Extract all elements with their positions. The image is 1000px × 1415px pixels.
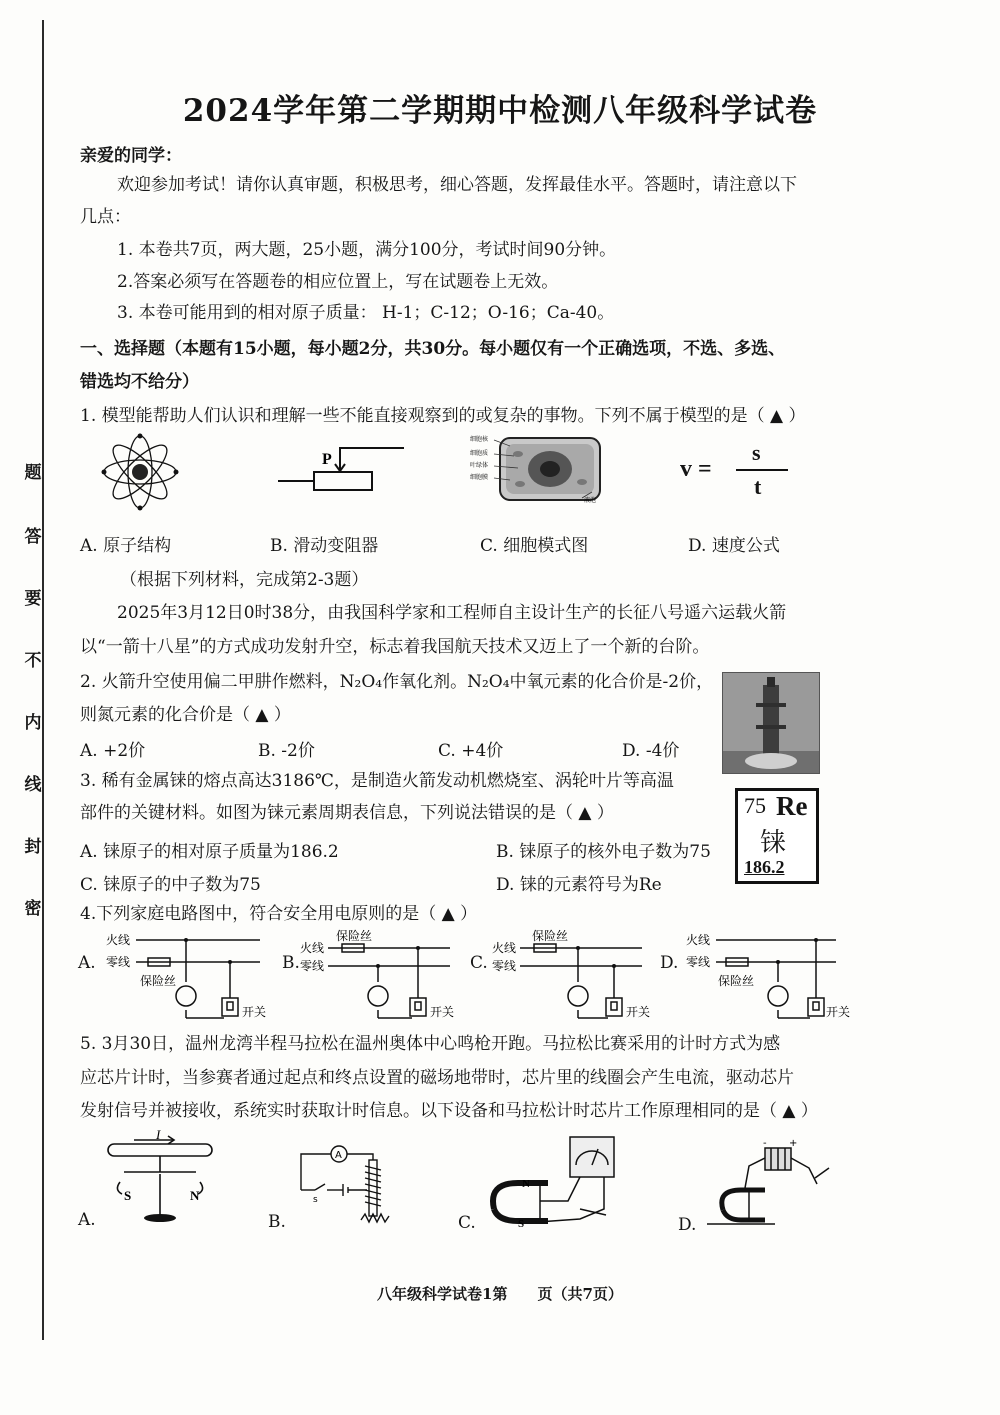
material-note: （根据下列材料，完成第2-3题） xyxy=(120,570,369,590)
element-name: 铼 xyxy=(760,828,787,858)
atom-model-figure xyxy=(100,432,180,512)
question-4-stem: 4.下列家庭电路图中，符合安全用电原则的是（ ▲ ） xyxy=(80,904,478,924)
formula-denominator: t xyxy=(754,474,762,499)
element-symbol: Re xyxy=(776,791,808,821)
cell-label: 细胞质 xyxy=(470,450,489,457)
material-line: 2025年3月12日0时38分，由我国科学家和工程师自主设计生产的长征八号遥六运载火箭 xyxy=(117,603,787,623)
label-live: 火线 xyxy=(300,941,325,955)
rheostat-figure xyxy=(278,442,408,497)
question-5-stem: 发射信号并被接收，系统实时获取计时信息。以下设备和马拉松计时芯片工作原理相同的是（ ▲ ） xyxy=(80,1101,818,1121)
q2-option-d: D. -4价 xyxy=(622,741,680,761)
question-5-stem: 应芯片计时，当参赛者通过起点和终点设置的磁场地带时，芯片里的线圈会产生电流，驱动芯片 xyxy=(80,1068,794,1088)
fraction-bar xyxy=(736,469,788,471)
q1-option-a: A. 原子结构 xyxy=(80,536,172,556)
q5-letter-a: A. xyxy=(78,1210,96,1230)
side-char: 线 xyxy=(24,775,42,795)
circuit-c xyxy=(492,930,662,1025)
pole-n: N xyxy=(522,1178,530,1190)
label-live: 火线 xyxy=(492,941,517,955)
battery-minus: - xyxy=(763,1138,767,1149)
generator-galvanometer-figure xyxy=(484,1135,634,1230)
label-live: 火线 xyxy=(686,933,711,947)
q3-option-a: A. 铼原子的相对原子质量为186.2 xyxy=(80,842,339,862)
q5-letter-d: D. xyxy=(678,1215,697,1235)
q3-option-b: B. 铼原子的核外电子数为75 xyxy=(496,842,711,862)
formula-numerator: s xyxy=(752,440,761,465)
switch-s-label: s xyxy=(313,1195,318,1205)
q2-option-a: A. +2价 xyxy=(80,741,146,761)
q4-letter-d: D. xyxy=(660,953,679,973)
intro-line: 几点： xyxy=(80,207,131,227)
label-fuse: 保险丝 xyxy=(140,974,177,988)
side-char: 题 xyxy=(24,463,42,483)
q4-letter-a: A. xyxy=(78,953,96,973)
question-5-stem: 5. 3月30日，温州龙湾半程马拉松在温州奥体中心鸣枪开跑。马拉松比赛采用的计时方式为感 xyxy=(80,1034,781,1054)
cell-label: 细胞核 xyxy=(470,436,489,443)
pole-s: S xyxy=(124,1188,132,1203)
side-char: 不 xyxy=(24,651,42,671)
q1-option-b: B. 滑动变阻器 xyxy=(270,536,379,556)
q4-letter-c: C. xyxy=(470,953,488,973)
q3-option-d: D. 铼的元素符号为Re xyxy=(496,875,662,895)
rule-item: 3. 本卷可能用到的相对原子质量： H-1；C-12；O-16；Ca-40。 xyxy=(117,303,615,323)
cell-label: 液泡 xyxy=(584,497,597,504)
label-neutral: 零线 xyxy=(106,955,131,969)
side-char: 答 xyxy=(24,527,42,547)
label-neutral: 零线 xyxy=(492,959,517,973)
periodic-table-cell xyxy=(735,788,819,884)
q1-option-c: C. 细胞模式图 xyxy=(480,536,589,556)
label-fuse: 保险丝 xyxy=(718,974,755,988)
label-neutral: 零线 xyxy=(300,959,325,973)
atomic-number: 75 xyxy=(744,793,766,818)
rule-item: 2.答案必须写在答题卷的相应位置上，写在试题卷上无效。 xyxy=(117,272,559,292)
rocket-launch-photo xyxy=(722,672,820,774)
cell-label: 叶绿体 xyxy=(470,462,489,469)
label-switch: 开关 xyxy=(430,1005,455,1019)
circuit-a xyxy=(100,930,270,1025)
page-footer: 八年级科学试卷1第 页（共7页） xyxy=(377,1285,623,1303)
question-1-stem: 1. 模型能帮助人们认识和理解一些不能直接观察到的或复杂的事物。下列不属于模型的是（ ▲ ） xyxy=(80,406,806,426)
greeting: 亲爱的同学： xyxy=(80,146,182,166)
label-live: 火线 xyxy=(106,933,131,947)
atomic-mass: 186.2 xyxy=(744,857,785,877)
side-char: 密 xyxy=(24,899,42,919)
rule-item: 1. 本卷共7页，两大题，25小题，满分100分，考试时间90分钟。 xyxy=(117,240,617,260)
rheostat-label: P xyxy=(322,451,332,468)
label-fuse: 保险丝 xyxy=(336,929,373,943)
label-fuse: 保险丝 xyxy=(532,929,569,943)
q2-option-c: C. +4价 xyxy=(438,741,504,761)
binding-line xyxy=(42,20,44,1340)
current-label: I xyxy=(156,1127,161,1142)
q3-option-c: C. 铼原子的中子数为75 xyxy=(80,875,261,895)
circuit-d xyxy=(686,930,856,1025)
exam-title: 2024学年第二学期期中检测八年级科学试卷 xyxy=(182,93,818,129)
q5-letter-b: B. xyxy=(268,1212,286,1232)
cell-diagram-figure xyxy=(470,432,610,504)
oersted-experiment-figure xyxy=(104,1127,224,1225)
circuit-b xyxy=(300,930,470,1025)
question-3-stem: 3. 稀有金属铼的熔点高达3186℃，是制造火箭发动机燃烧室、涡轮叶片等高温 xyxy=(80,771,674,791)
pole-n: N xyxy=(190,1188,200,1203)
side-char: 封 xyxy=(24,837,42,857)
speed-formula-figure xyxy=(680,440,800,504)
section-heading: 一、选择题（本题有15小题，每小题2分，共30分。每小题仅有一个正确选项，不选、多选、 xyxy=(80,339,786,359)
q5-letter-c: C. xyxy=(458,1213,476,1233)
battery-plus: + xyxy=(789,1138,798,1149)
pole-s: S xyxy=(518,1218,525,1230)
question-2-stem: 则氮元素的化合价是（ ▲ ） xyxy=(80,705,291,725)
electromagnet-figure xyxy=(295,1140,405,1230)
label-neutral: 零线 xyxy=(686,955,711,969)
material-line: 以“一箭十八星”的方式成功发射升空，标志着我国航天技术又迈上了一个新的台阶。 xyxy=(80,637,710,657)
question-2-stem: 2. 火箭升空使用偏二甲肼作燃料，N₂O₄作氧化剂。N₂O₄中氧元素的化合价是-2价， xyxy=(80,672,714,692)
label-switch: 开关 xyxy=(826,1005,851,1019)
label-switch: 开关 xyxy=(626,1005,651,1019)
q4-letter-b: B. xyxy=(282,953,300,973)
intro-line: 欢迎参加考试！请你认真审题，积极思考，细心答题，发挥最佳水平。答题时，请注意以下 xyxy=(117,175,797,195)
ammeter-label: A xyxy=(335,1150,342,1161)
motor-battery-figure xyxy=(705,1138,835,1228)
formula-v: v = xyxy=(680,456,712,482)
q1-option-d: D. 速度公式 xyxy=(688,536,780,556)
label-switch: 开关 xyxy=(242,1005,267,1019)
side-char: 内 xyxy=(24,713,42,733)
section-heading: 错选均不给分） xyxy=(80,372,199,392)
side-char: 要 xyxy=(24,589,42,609)
cell-label: 细胞膜 xyxy=(470,474,489,481)
question-3-stem: 部件的关键材料。如图为铼元素周期表信息，下列说法错误的是（ ▲ ） xyxy=(80,803,614,823)
q2-option-b: B. -2价 xyxy=(258,741,315,761)
